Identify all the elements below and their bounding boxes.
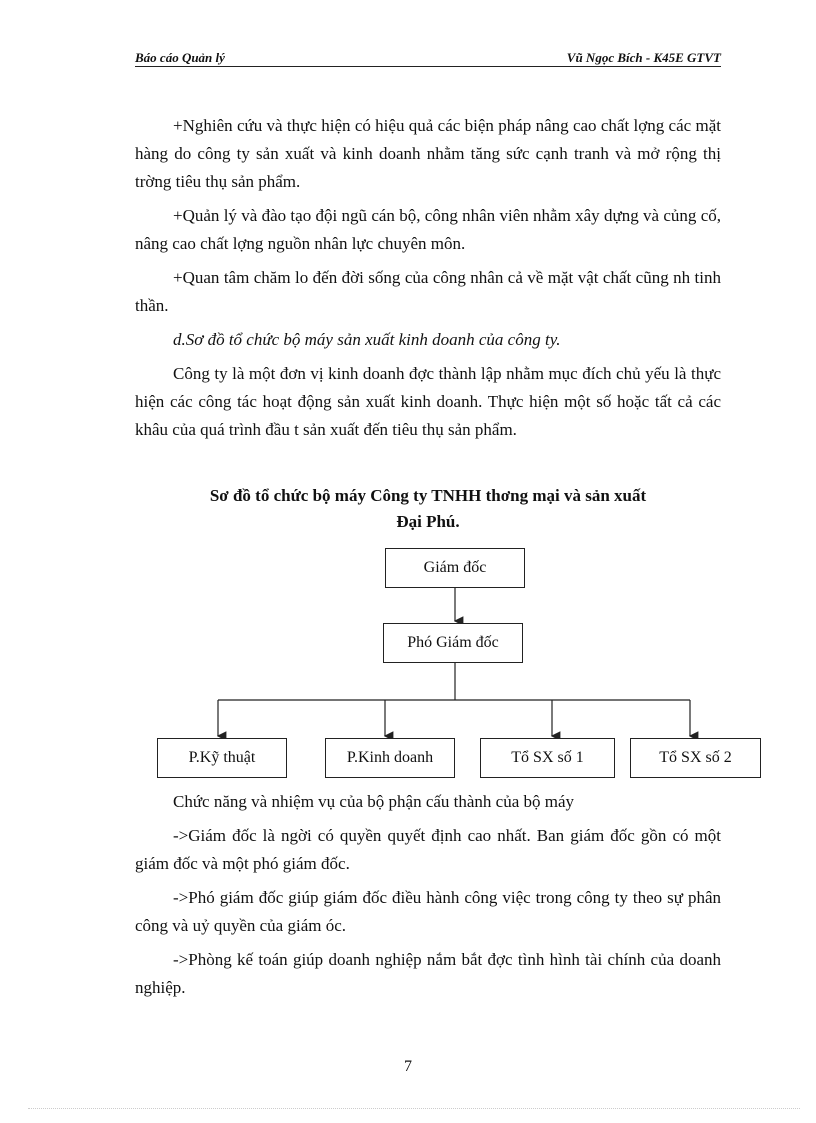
body-bottom bbox=[135, 788, 721, 1008]
org-chart-title-line2: Đại Phú. bbox=[396, 512, 460, 531]
section-heading: d.Sơ đồ tổ chức bộ máy sản xuất kinh doanh của công ty. bbox=[173, 330, 561, 349]
paragraph-training: +Quản lý và đào tạo đội ngũ cán bộ, công nhân viên nhằm xây dựng và củng cố, nâng cao chất lợng nguồn nhân lực chuyên môn. bbox=[135, 206, 721, 253]
org-box-business: P.Kinh doanh bbox=[325, 738, 455, 778]
org-box-team-2: Tổ SX số 2 bbox=[630, 738, 761, 778]
paragraph-vice-role: ->Phó giám đốc giúp giám đốc điều hành công việc trong công ty theo sự phân công và uỷ quyền của giám óc. bbox=[135, 888, 721, 935]
org-chart-title-line1: Sơ đồ tổ chức bộ máy Công ty TNHH thơng mại và sản xuất bbox=[209, 486, 647, 505]
body-top bbox=[135, 112, 721, 450]
paragraph-functions: Chức năng và nhiệm vụ của bộ phận cấu thành của bộ máy bbox=[173, 792, 575, 811]
header-report-title: Báo cáo Quản lý bbox=[135, 50, 225, 65]
paragraph-accounting-role: ->Phòng kế toán giúp doanh nghiệp nắm bắt đợc tình hình tài chính của doanh nghiệp. bbox=[135, 950, 721, 997]
org-box-technical: P.Kỹ thuật bbox=[157, 738, 287, 778]
paragraph-quality: +Nghiên cứu và thực hiện có hiệu quả các biện pháp nâng cao chất lợng các mặt hàng do công ty sản xuất và kinh doanh nhằm tăng sức cạnh tranh và mở rộng thị trờng tiêu thụ sản phẩm. bbox=[135, 116, 721, 191]
paragraph-director-role: ->Giám đốc là ngời có quyền quyết định cao nhất. Ban giám đốc gồn có một giám đốc và một phó giám đốc. bbox=[135, 826, 721, 873]
bottom-divider bbox=[28, 1108, 800, 1109]
intro-paragraph: Công ty là một đơn vị kinh doanh đợc thành lập nhằm mục đích chủ yếu là thực hiện các công tác hoạt động sản xuất kinh doanh. Thực hiện một số hoặc tất cả các khâu của quá trình đầu t sản xuất đến tiêu thụ sản phẩm. bbox=[135, 364, 721, 439]
org-chart-title bbox=[135, 483, 721, 535]
page-header bbox=[135, 50, 721, 67]
org-box-team-1: Tổ SX số 1 bbox=[480, 738, 615, 778]
header-author: Vũ Ngọc Bích - K45E GTVT bbox=[566, 50, 721, 65]
org-box-vice-director: Phó Giám đốc bbox=[383, 623, 523, 663]
page-number: 7 bbox=[404, 1058, 412, 1075]
paragraph-welfare: +Quan tâm chăm lo đến đời sống của công nhân cả về mặt vật chất cũng nh tinh thần. bbox=[135, 268, 721, 315]
org-box-director: Giám đốc bbox=[385, 548, 525, 588]
